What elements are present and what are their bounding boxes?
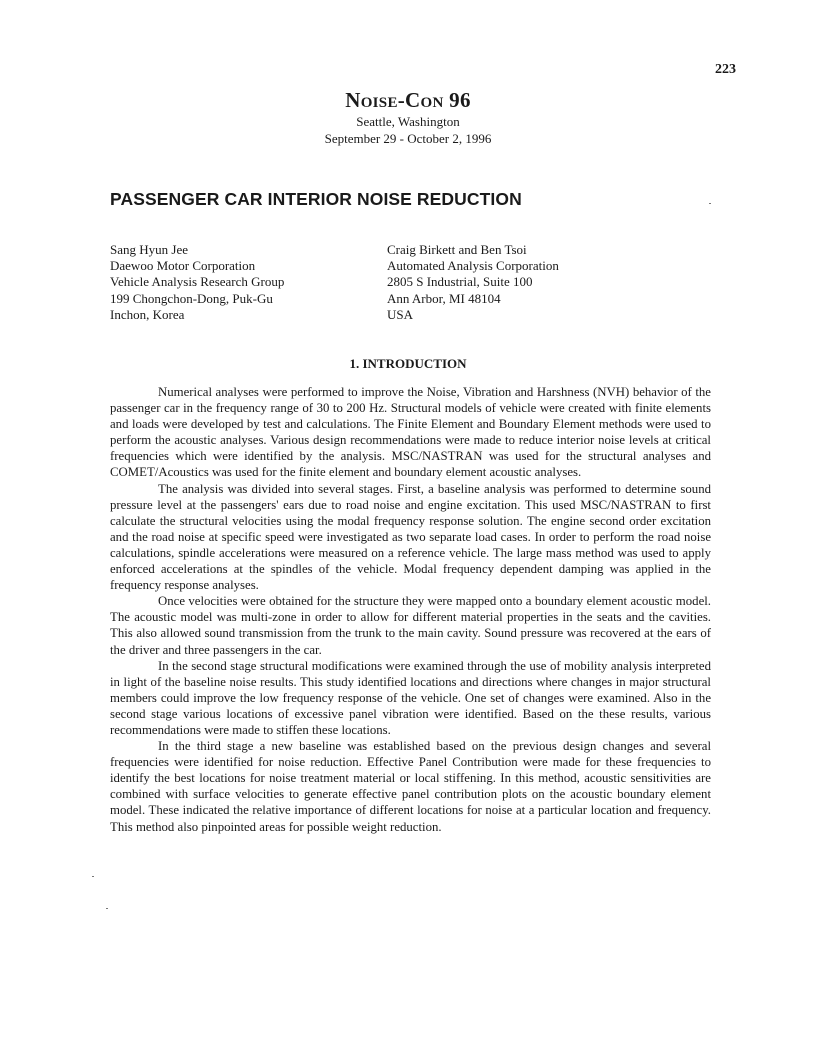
author-line: Craig Birkett and Ben Tsoi <box>387 242 527 257</box>
author-line: Inchon, Korea <box>110 306 185 322</box>
scan-speck <box>92 876 94 877</box>
authors-right-block <box>387 242 559 323</box>
author-line: 2805 S Industrial, Suite 100 <box>387 274 533 290</box>
conference-dates: September 29 - October 2, 1996 <box>324 131 492 146</box>
conference-location: Seattle, Washington <box>356 114 460 129</box>
author-line: USA <box>387 306 414 322</box>
scan-speck <box>709 203 711 204</box>
author-line: Vehicle Analysis Research Group <box>110 274 285 290</box>
author-line: Automated Analysis Corporation <box>387 258 559 274</box>
body-text <box>110 384 711 835</box>
scan-speck <box>106 908 108 909</box>
author-line: 199 Chongchon-Dong, Puk-Gu <box>110 290 273 306</box>
page-number: 223 <box>715 62 736 77</box>
author-line: Daewoo Motor Corporation <box>110 258 256 274</box>
paragraph: Numerical analyses were performed to improve the Noise, Vibration and Harshness (NVH) behavior of the passenger car in the frequency range of 30 to 200 Hz. Structural models of vehicle were created with finite elements and loads were developed by test and calculations. The Finite Element and Boundary Element methods were used to perform the acoustic analyses. Various design recommendations were made to reduce interior noise levels at critical frequencies which were identified by the analysis. MSC/NASTRAN was used for the structural analyses and COMET/Acoustics was used for the finite element and boundary element acoustic analyses. <box>110 385 711 480</box>
authors-left-block <box>110 242 284 323</box>
conference-name: Noise-Con 96 <box>345 88 471 112</box>
paragraph: The analysis was divided into several stages. First, a baseline analysis was performed to determine sound pressure level at the passengers' ears due to road noise and engine excitation. This used MSC/NASTRAN to first calculate the structural velocities using the modal frequency response solution. The engine second order excitation and the road noise at specific speed were investigated as two separate load cases. In order to perform the road noise calculations, spindle accelerations were measured on a reference vehicle. The large mass method was used to apply enforced accelerations at the spindles of the vehicle. Modal frequency dependent damping was applied in the frequency response analyses. <box>110 481 711 593</box>
paragraph: Once velocities were obtained for the structure they were mapped onto a boundary element acoustic model. The acoustic model was multi-zone in order to allow for different material properties in the seats and the cavities. This also allowed sound transmission from the trunk to the main cavity. Sound pressure was recovered at the ears of the driver and three passengers in the car. <box>110 594 711 657</box>
conference-header <box>0 88 816 147</box>
paragraph: In the second stage structural modifications were examined through the use of mobility analysis interpreted in light of the baseline noise results. This study identified locations and directions where changes in major structural members could improve the low frequency response of the vehicle. One set of changes were examined. Also in the second stage various locations of excessive panel vibration were identified. Based on the these results, various recommendations were made to stiffen these locations. <box>110 658 711 737</box>
paragraph: In the third stage a new baseline was established based on the previous design changes and several frequencies were identified for noise reduction. Effective Panel Contribution were made for these frequencies to identify the best locations for noise treatment material or local stiffening. In this method, acoustic sensitivities are combined with surface velocities to generate effective panel contribution plots on the acoustic boundary element model. These indicated the relative importance of different locations for noise at a particular location and frequency. This method also pinpointed areas for possible weight reduction. <box>110 739 711 834</box>
author-line: Ann Arbor, MI 48104 <box>387 290 501 306</box>
section-heading: 1. INTRODUCTION <box>349 356 467 371</box>
paper-title: PASSENGER CAR INTERIOR NOISE REDUCTION <box>110 189 522 209</box>
author-line: Sang Hyun Jee <box>110 242 188 257</box>
